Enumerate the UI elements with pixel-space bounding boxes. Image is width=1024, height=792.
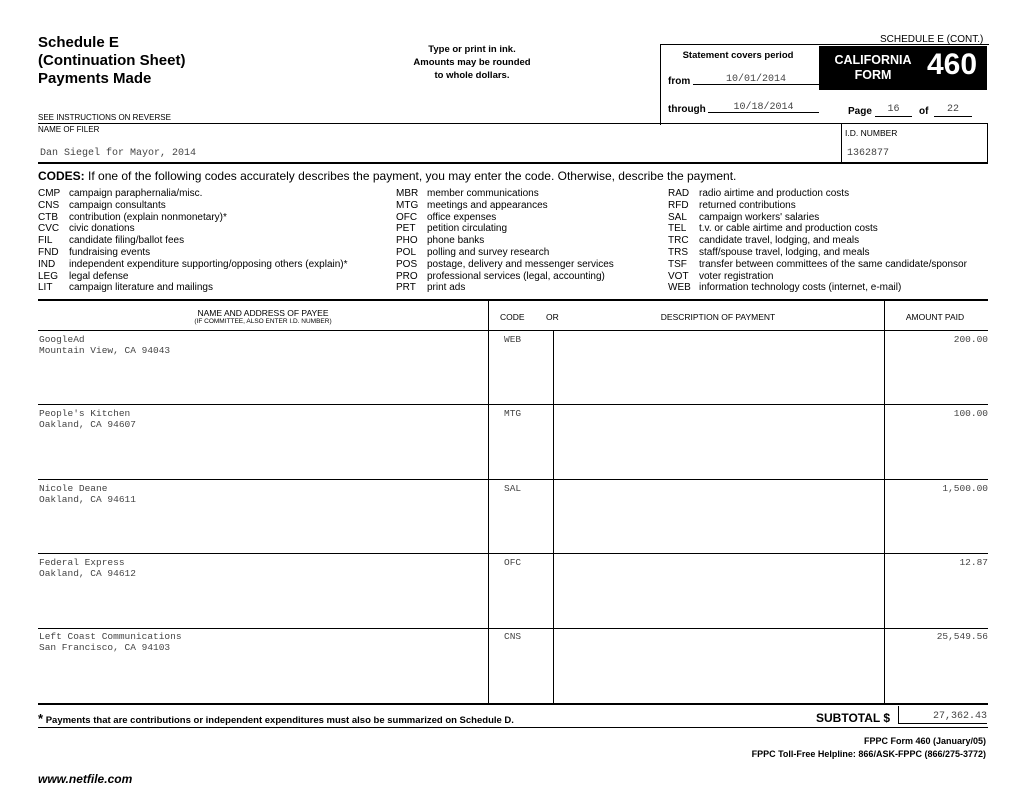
code-entry: TRC candidate travel, lodging, and meals <box>668 235 860 247</box>
payment-code: WEB <box>504 334 522 345</box>
form-number: 460 <box>927 48 978 81</box>
payee-name: Nicole Deane <box>39 483 108 494</box>
payee-address: Oakland, CA 94611 <box>39 494 136 505</box>
page-number: 16 <box>887 104 900 115</box>
code-entry: TRS staff/spouse travel, lodging, and meals <box>668 246 870 258</box>
payment-code: OFC <box>504 557 522 568</box>
helpline: FPPC Toll-Free Helpline: 866/ASK-FPPC (866/275-3772) <box>751 749 986 759</box>
of-label: of <box>919 106 929 117</box>
code-entry: TSF transfer between committees of the same candidate/sponsor <box>668 258 967 270</box>
ink-instructions: Type or print in ink. Amounts may be rounded to whole dollars. <box>413 44 531 81</box>
payee-address: Mountain View, CA 94043 <box>39 345 171 356</box>
code-entry: RAD radio airtime and production costs <box>668 188 850 199</box>
schedule-title: Schedule E (Continuation Sheet) Payments Made <box>38 34 186 87</box>
payee-address: San Francisco, CA 94103 <box>39 642 171 653</box>
statement-covers-label: Statement covers period <box>682 50 794 61</box>
col-header-code: CODE <box>500 312 525 322</box>
page-label: Page <box>848 106 872 117</box>
subtotal-value: 27,362.43 <box>898 706 987 724</box>
amount-paid: 25,549.56 <box>936 631 988 642</box>
table-row <box>39 631 182 653</box>
code-entry: CMP campaign paraphernalia/misc. <box>38 188 203 199</box>
code-entry: PHO phone banks <box>396 235 485 247</box>
name-of-filer-label: NAME OF FILER <box>38 125 100 134</box>
payment-code: SAL <box>504 483 522 494</box>
col-header-or: OR <box>546 312 559 322</box>
payee-name: Left Coast Communications <box>39 631 182 642</box>
codes-column-1 <box>38 188 348 294</box>
name-of-filer: Dan Siegel for Mayor, 2014 <box>40 148 197 159</box>
code-entry: PET petition circulating <box>396 223 508 235</box>
payment-code: MTG <box>504 408 522 419</box>
see-instructions: SEE INSTRUCTIONS ON REVERSE <box>38 113 171 122</box>
payee-name: Federal Express <box>39 557 125 568</box>
netfile-link[interactable]: www.netfile.com <box>38 772 133 786</box>
amount-paid: 12.87 <box>959 557 988 568</box>
amount-paid: 1,500.00 <box>942 483 988 494</box>
code-entry: RFD returned contributions <box>668 199 796 211</box>
from-label: from <box>668 76 691 87</box>
col-header-description: DESCRIPTION OF PAYMENT <box>660 312 776 322</box>
through-date: 10/18/2014 <box>733 102 794 113</box>
table-row <box>39 557 136 579</box>
code-entry: FIL candidate filing/ballot fees <box>38 235 185 247</box>
codes-column-3 <box>668 188 967 294</box>
code-entry: POS postage, delivery and messenger services <box>396 258 614 270</box>
form-version: FPPC Form 460 (January/05) <box>863 736 986 746</box>
table-row <box>39 483 136 505</box>
from-date: 10/01/2014 <box>725 74 786 85</box>
payee-address: Oakland, CA 94607 <box>39 419 136 430</box>
id-number: 1362877 <box>847 148 890 159</box>
col-header-amount: AMOUNT PAID <box>905 312 965 322</box>
codes-column-2 <box>396 188 614 294</box>
id-number-label: I.D. NUMBER <box>845 128 898 138</box>
code-entry: FND fundraising events <box>38 246 151 258</box>
code-entry: VOT voter registration <box>668 270 774 282</box>
code-entry: MBR member communications <box>396 188 539 199</box>
schedule-cont-label: SCHEDULE E (CONT.) <box>880 34 984 45</box>
schedule-d-note: * Payments that are contributions or independent expenditures must also be summarized on Schedule D. <box>38 711 514 726</box>
payee-address: Oakland, CA 94612 <box>39 568 136 579</box>
code-entry: TEL t.v. or cable airtime and production costs <box>668 223 878 235</box>
payment-code: CNS <box>504 631 522 642</box>
california-form-badge: CALIFORNIA FORM 460 <box>819 46 987 90</box>
codes-intro: CODES: If one of the following codes accurately describes the payment, you may enter the code. Otherwise, describe the payment. <box>38 169 737 183</box>
amount-paid: 100.00 <box>953 408 988 419</box>
payee-name: People's Kitchen <box>39 408 131 419</box>
code-entry: POL polling and survey research <box>396 246 550 258</box>
subtotal-label: SUBTOTAL $ <box>816 711 891 725</box>
code-entry: CNS campaign consultants <box>38 199 166 211</box>
code-entry: PRO professional services (legal, accounting) <box>396 270 605 282</box>
code-entry: OFC office expenses <box>396 211 497 223</box>
col-header-payee: NAME AND ADDRESS OF PAYEE (IF COMMITTEE, ALSO ENTER I.D. NUMBER) <box>194 308 332 325</box>
code-entry: CTB contribution (explain nonmonetary)* <box>38 211 227 223</box>
code-entry: SAL campaign workers' salaries <box>668 211 820 223</box>
code-entry: IND independent expenditure supporting/opposing others (explain)* <box>38 258 348 270</box>
page-total: 22 <box>946 104 959 115</box>
code-entry: LEG legal defense <box>38 270 129 282</box>
table-row <box>39 334 170 356</box>
code-entry: MTG meetings and appearances <box>396 199 548 211</box>
code-entry: PRT print ads <box>396 282 466 294</box>
code-entry: LIT campaign literature and mailings <box>38 282 213 294</box>
through-label: through <box>668 104 706 115</box>
code-entry: WEB information technology costs (internet, e-mail) <box>668 282 902 294</box>
amount-paid: 200.00 <box>953 334 988 345</box>
payee-name: GoogleAd <box>39 334 85 345</box>
table-row <box>39 408 136 430</box>
code-entry: CVC civic donations <box>38 223 135 235</box>
